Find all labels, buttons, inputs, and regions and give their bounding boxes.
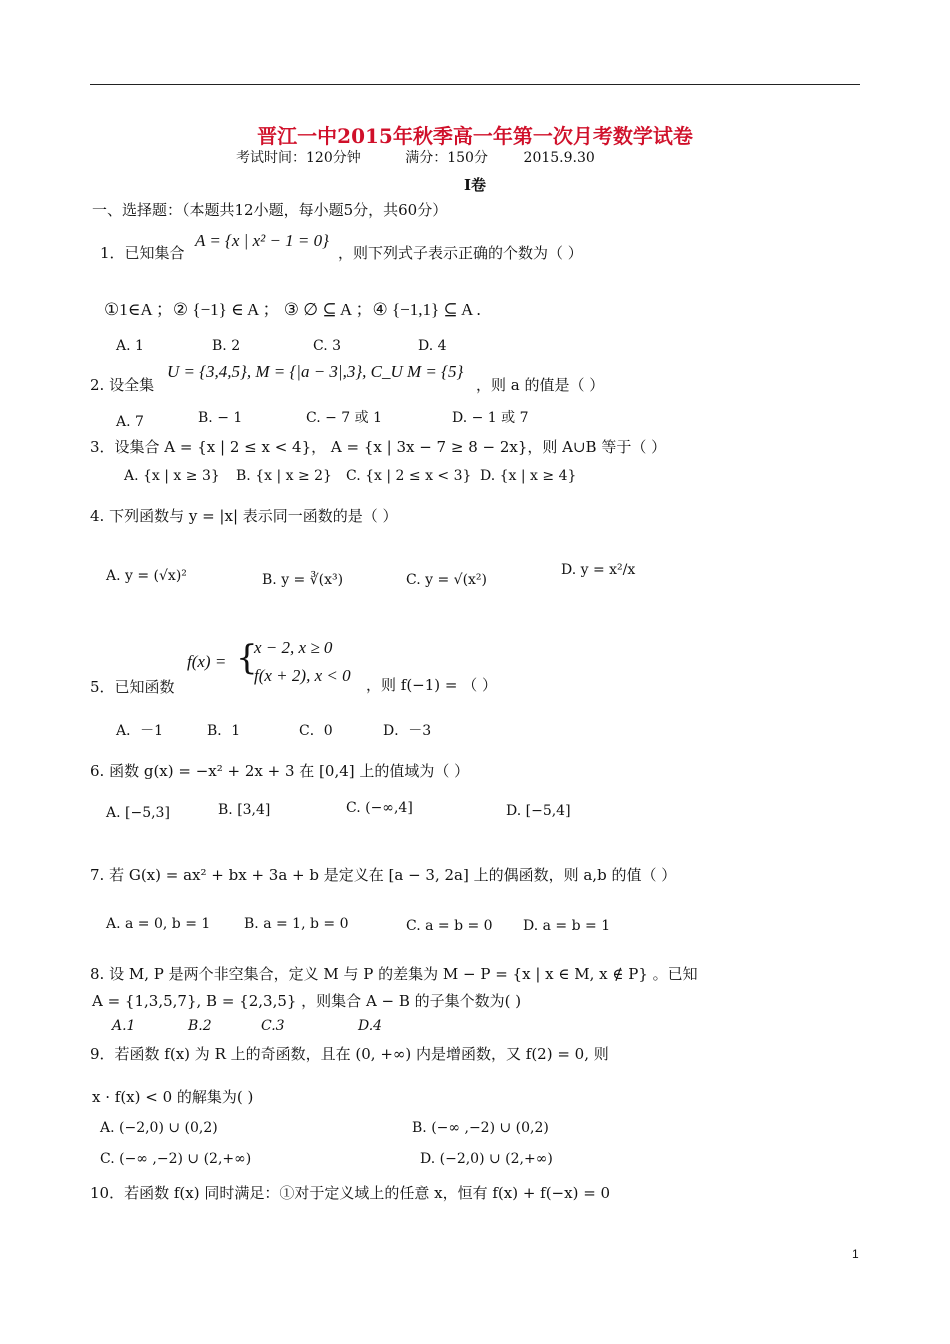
q4-option-b: B. y = ∛(x³): [262, 572, 344, 588]
q4-stem: 4. 下列函数与 y = |x| 表示同一函数的是（ ）: [90, 507, 398, 525]
q7-option-b: B. a = 1, b = 0: [244, 916, 349, 932]
q6-option-b: B. [3,4]: [218, 802, 271, 818]
q8-line2: A = {1,3,5,7}, B = {2,3,5} ，则集合 A − B 的子集个数为( ): [92, 992, 522, 1010]
q3-option-a: A. {x | x ≥ 3}: [124, 468, 220, 484]
q3-option-b: B. {x | x ≥ 2}: [236, 468, 332, 484]
q1-stem: 1．已知集合: [100, 244, 185, 262]
q8-option-b: B.2: [188, 1018, 212, 1034]
q4-option-c: C. y = √(x²): [406, 572, 488, 588]
q9-option-c: C. (−∞ ,−2) ∪ (2,+∞): [100, 1151, 252, 1167]
q1-option-a: A. 1: [116, 338, 144, 354]
exam-title: 晋江一中2015年秋季高一年第一次月考数学试卷: [257, 124, 693, 148]
q5-brace: {: [236, 638, 258, 678]
q10-line1: 10．若函数 f(x) 同时满足：①对于定义域上的任意 x，恒有 f(x) + f(−x) = 0: [90, 1184, 611, 1202]
exam-info: 考试时间：120分钟 满分：150分 2015.9.30: [236, 150, 595, 166]
q3-option-c: C. {x | 2 ≤ x < 3}: [346, 468, 472, 484]
q8-option-a: A.1: [112, 1018, 136, 1034]
q1-set: A = {x | x² − 1 = 0}: [195, 231, 329, 250]
q5-fdef: f(x) =: [187, 652, 227, 671]
volume-label: I卷: [463, 176, 487, 194]
q6-option-a: A. [−5,3]: [106, 805, 170, 821]
q9-line2: x · f(x) < 0 的解集为( ): [92, 1088, 254, 1106]
q5-case2: f(x + 2), x < 0: [254, 666, 351, 685]
q2-option-d: D. − 1 或 7: [452, 410, 529, 426]
q9-option-a: A. (−2,0) ∪ (0,2): [100, 1120, 218, 1136]
q6-stem: 6. 函数 g(x) = −x² + 2x + 3 在 [0,4] 上的值域为（ ）: [90, 762, 470, 780]
q5-option-a: A．－1: [116, 723, 164, 739]
q8-option-d: D.4: [358, 1018, 383, 1034]
q6-option-d: D. [−5,4]: [506, 803, 571, 819]
q1-option-b: B. 2: [212, 338, 241, 354]
q6-option-c: C. (−∞,4]: [346, 800, 413, 816]
q4-option-d: D. y = x²/x: [561, 562, 636, 578]
q2-option-a: A. 7: [116, 414, 144, 430]
header-rule: [90, 84, 860, 85]
q5-option-d: D．－3: [383, 723, 432, 739]
q1-option-d: D. 4: [418, 338, 447, 354]
q1-items: ①1∈A ；② {−1} ∈ A ； ③ ∅ ⊆ A ；④ {−1,1} ⊆ A .: [104, 300, 481, 319]
q2-option-c: C. − 7 或 1: [306, 410, 383, 426]
q7-stem: 7. 若 G(x) = ax² + bx + 3a + b 是定义在 [a − 3, 2a] 上的偶函数，则 a,b 的值（ ）: [90, 866, 677, 884]
q8-option-c: C.3: [261, 1018, 285, 1034]
q2-option-b: B. − 1: [198, 410, 243, 426]
q5-stem: 5．已知函数: [90, 678, 175, 696]
q5-option-c: C．0: [299, 723, 333, 739]
q7-option-a: A. a = 0, b = 1: [106, 916, 211, 932]
q5-option-b: B．1: [207, 723, 241, 739]
q9-option-d: D. (−2,0) ∪ (2,+∞): [420, 1151, 553, 1167]
q4-option-a: A. y = (√x)²: [106, 568, 187, 584]
page-number: 1: [852, 1247, 859, 1261]
section-heading: 一、选择题：（本题共12小题，每小题5分，共60分）: [92, 201, 448, 219]
q9-line1: 9．若函数 f(x) 为 R 上的奇函数，且在 (0, +∞) 内是增函数，又 f(2) = 0, 则: [90, 1045, 609, 1063]
q3-stem: 3．设集合 A = {x | 2 ≤ x < 4}， A = {x | 3x − 7 ≥ 8 − 2x}，则 A∪B 等于（ ）: [90, 438, 667, 456]
q9-option-b: B. (−∞ ,−2) ∪ (0,2): [412, 1120, 549, 1136]
q5-case1: x − 2, x ≥ 0: [254, 638, 333, 657]
q1-tail: ，则下列式子表示正确的个数为（ ）: [338, 244, 583, 262]
q5-tail: ，则 f(−1) = （ ）: [366, 676, 498, 694]
q7-option-d: D. a = b = 1: [523, 918, 611, 934]
q2-tail: ，则 a 的值是（ ）: [476, 376, 605, 394]
q2-stem: 2. 设全集: [90, 376, 155, 394]
q7-option-c: C. a = b = 0: [406, 918, 493, 934]
q1-option-c: C. 3: [313, 338, 342, 354]
q8-line1: 8. 设 M, P 是两个非空集合，定义 M 与 P 的差集为 M − P = {x | x ∈ M, x ∉ P} 。已知: [90, 965, 698, 983]
q2-expr: U = {3,4,5}, M = {|a − 3|,3}, C_U M = {5}: [167, 362, 464, 381]
q3-option-d: D. {x | x ≥ 4}: [480, 468, 577, 484]
